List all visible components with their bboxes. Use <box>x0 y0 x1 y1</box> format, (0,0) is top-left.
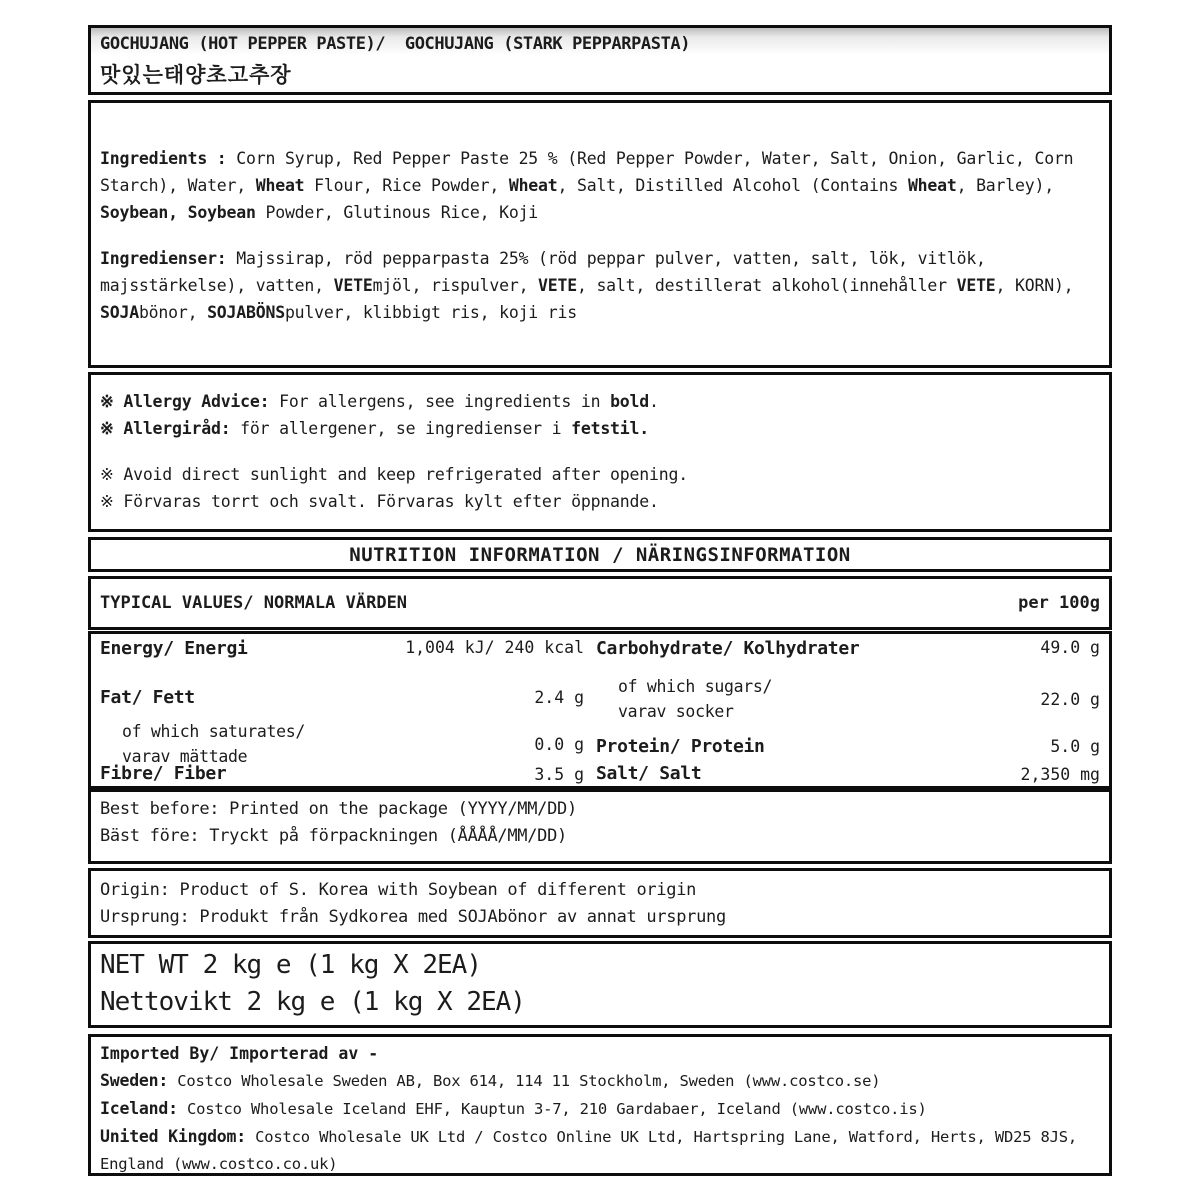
nutrition-row-sugars: of which sugars/ varav socker 22.0 g <box>618 677 1100 721</box>
allergy-section <box>88 372 1112 532</box>
origin-english: Origin: Product of S. Korea with Soybean of different origin <box>100 880 697 900</box>
importer-uk-label: United Kingdom: <box>100 1127 247 1146</box>
product-title: GOCHUJANG (HOT PEPPER PASTE)/ GOCHUJANG (STARK PEPPARPASTA) <box>100 34 691 54</box>
ingredients-english: Ingredients : Corn Syrup, Red Pepper Paste 25 % (Red Pepper Powder, Water, Salt, Onion, Garlic, Corn Starch), Water, Wheat Flour, Rice Powder, Wheat, Salt, Distilled Alcohol (Contains Wheat, Barley), Soybean, Soybean Powder, Glutinous Rice, Koji <box>100 149 1074 222</box>
storage-advice-swedish: ※ Förvaras torrt och svalt. Förvaras kylt efter öppnande. <box>100 492 659 511</box>
nutrition-row-saturates: of which saturates/ varav mättade 0.0 g <box>122 722 584 766</box>
importer-section <box>88 1034 1112 1176</box>
importer-iceland-label: Iceland: <box>100 1099 178 1118</box>
nutrition-row-protein: Protein/ Protein 5.0 g <box>596 735 1100 757</box>
nutrition-row-energy: Energy/ Energi 1,004 kJ/ 240 kcal <box>100 638 584 659</box>
ingredients-swedish: Ingredienser: Majssirap, röd pepparpasta 25% (röd peppar pulver, vatten, salt, lök, vitlök, majsstärkelse), vatten, VETEmjöl, rispulver, VETE, salt, destillerat alkohol(innehåller VETE, KORN), SOJAbönor, SOJABÖNSpulver, klibbigt ris, koji ris <box>100 249 1074 322</box>
nutrition-row-fat: Fat/ Fett 2.4 g <box>100 686 584 708</box>
net-weight-swedish: Nettovikt 2 kg e (1 kg X 2EA) <box>100 987 525 1017</box>
nutrition-table <box>88 631 1112 789</box>
origin-swedish: Ursprung: Produkt från Sydkorea med SOJAbönor av annat ursprung <box>100 907 726 927</box>
nutrition-header <box>88 537 1112 572</box>
net-weight-section <box>88 941 1112 1028</box>
origin-section <box>88 868 1112 938</box>
best-before-english: Best before: Printed on the package (YYYY/MM/DD) <box>100 799 577 819</box>
nutrition-row-fibre: Fibre/ Fiber 3.5 g <box>100 763 584 784</box>
nutrition-header-title: NUTRITION INFORMATION / NÄRINGSINFORMATION <box>349 543 851 566</box>
importer-sweden: Sweden: Costco Wholesale Sweden AB, Box 614, 114 11 Stockholm, Sweden (www.costco.se) <box>100 1071 881 1090</box>
nutrition-row-carbohydrate: Carbohydrate/ Kolhydrater 49.0 g <box>596 638 1100 659</box>
allergy-advice-english: ※ Allergy Advice: For allergens, see ingredients in bold. <box>100 392 659 411</box>
best-before-section <box>88 789 1112 864</box>
best-before-swedish: Bäst före: Tryckt på förpackningen (ÅÅÅÅ/MM/DD) <box>100 826 567 846</box>
nutrition-row-salt: Salt/ Salt 2,350 mg <box>596 763 1100 784</box>
allergy-advice-swedish: ※ Allergiråd: för allergener, se ingredienser i fetstil. <box>100 419 649 438</box>
importer-heading: Imported By/ Importerad av - <box>100 1044 379 1063</box>
title-section <box>88 25 1112 95</box>
allergy-advice-group <box>100 388 1099 442</box>
net-weight-english: NET WT 2 kg e (1 kg X 2EA) <box>100 950 481 980</box>
storage-advice-group <box>100 461 1099 515</box>
nutrition-column-left <box>100 636 584 784</box>
product-label <box>88 25 1112 1176</box>
importer-sweden-label: Sweden: <box>100 1071 169 1090</box>
typical-values-label: TYPICAL VALUES/ NORMALA VÄRDEN <box>100 593 408 613</box>
importer-uk: United Kingdom: Costco Wholesale UK Ltd / Costco Online UK Ltd, Hartspring Lane, Watford, Herts, WD25 8JS, England (www.costco.co.uk) <box>100 1127 1078 1173</box>
importer-iceland: Iceland: Costco Wholesale Iceland EHF, Kauptun 3-7, 210 Gardabaer, Iceland (www.costco.is) <box>100 1099 927 1118</box>
storage-advice-english: ※ Avoid direct sunlight and keep refrigerated after opening. <box>100 465 688 484</box>
nutrition-column-right <box>596 636 1100 784</box>
per-100g-label: per 100g <box>1018 593 1100 613</box>
ingredients-section <box>88 100 1112 368</box>
typical-values-row <box>88 576 1112 630</box>
product-title-korean: 맛있는태양초고추장 <box>100 63 292 87</box>
